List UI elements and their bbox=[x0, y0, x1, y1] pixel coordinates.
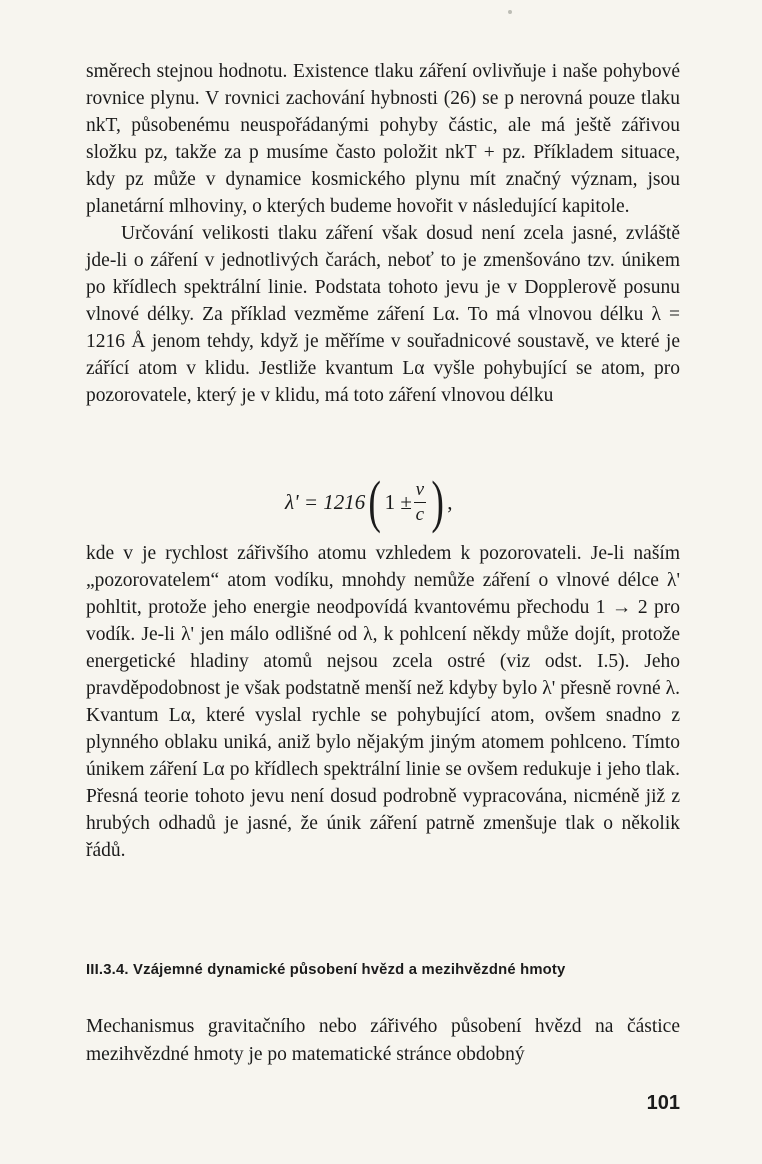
equation-trail: , bbox=[447, 489, 453, 514]
section-heading: III.3.4. Vzájemné dynamické působení hvězd a mezihvězdné hmoty bbox=[86, 962, 566, 978]
paragraph-4: Mechanismus gravitačního nebo zářivého působení hvězd na částice mezihvězdné hmoty je po matematické stránce obdobný bbox=[86, 1016, 680, 1065]
scan-speck bbox=[508, 10, 512, 14]
paragraph-2: Určování velikosti tlaku záření však dosud není zcela jasné, zvláště jde-li o záření v jednotlivých čarách, neboť to je zmenšováno tzv. únikem po křídlech spektrální linie. Podstata tohoto jevu je v Dopplerově posunu vlnové délky. Za příklad vezměme záření Lα. To má vlnovou délku λ = 1216 Å jenom tehdy, když je měříme v souřadnicové soustavě, ve které je zářící atom v klidu. Jestliže kvantum Lα vyšle pohybující se atom, pro pozorovatele, který je v klidu, má toto záření vlnovou délku bbox=[86, 223, 680, 406]
fraction bbox=[414, 478, 426, 527]
equation-inner: 1 ± bbox=[384, 489, 412, 514]
fraction-numerator: v bbox=[415, 478, 425, 500]
page-number: 101 bbox=[646, 1092, 680, 1114]
left-paren: ( bbox=[368, 469, 382, 534]
body-text-top bbox=[86, 58, 680, 409]
equation bbox=[285, 468, 452, 536]
fraction-denominator: c bbox=[415, 503, 425, 525]
equation-lhs: λ' = 1216 bbox=[285, 489, 366, 514]
paragraph-3: kde v je rychlost zářivšího atomu vzhledem k pozorovateli. Je-li naším „pozorovatelem“ atom vodíku, mnohdy nemůže záření o vlnové délce λ' pohltit, protože jeho energie neodpovídá kvantovému přechodu 1 → 2 pro vodík. Je-li λ' jen málo odlišné od λ, k pohlcení někdy může dojít, protože energetické hladiny atomů nejsou zcela ostré (viz odst. I.5). Jeho pravděpodobnost je však podstatně menší než kdyby bylo λ' přesně rovné λ. Kvantum Lα, které vyslal rychle se pohybující atom, ovšem snadno z plynného oblaku uniká, aniž bylo nějakým jiným atomem pohlceno. Tímto únikem záření Lα po křídlech spektrální linie se ovšem redukuje i jeho tlak. Přesná teorie tohoto jevu není dosud podrobně vypracována, nicméně již z hrubých odhadů je jasné, že únik záření patrně zmenšuje tlak o několik řádů. bbox=[86, 543, 680, 861]
right-paren: ) bbox=[431, 469, 444, 534]
paragraph-1: směrech stejnou hodnotu. Existence tlaku záření ovlivňuje i naše pohybové rovnice plynu. V rovnici zachování hybnosti (26) se p nerovná pouze tlaku nkT, působenému neuspořádanými pohyby částic, ale má ještě zářivou složku pz, takže za p musíme často položit nkT + pz. Příkladem situace, kdy pz může v dynamice kosmického plynu mít značný význam, jsou planetární mlhoviny, o kterých budeme hovořit v následující kapitole. bbox=[86, 61, 680, 217]
